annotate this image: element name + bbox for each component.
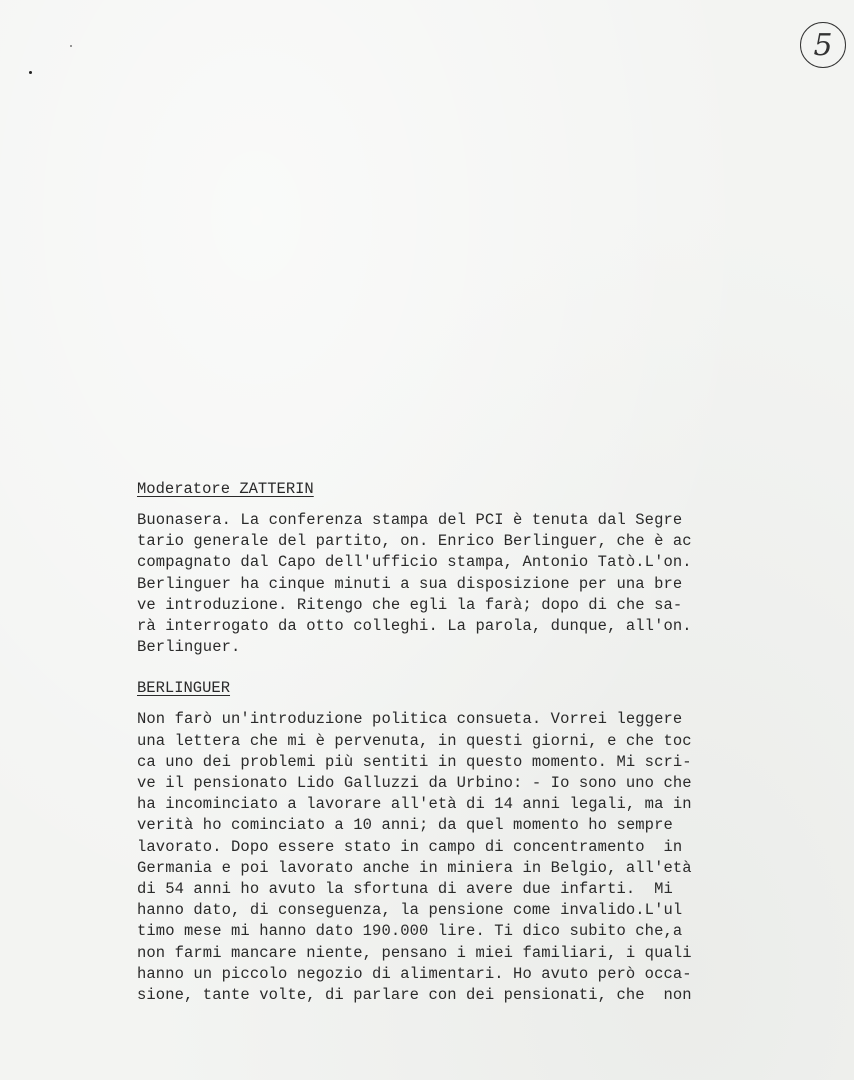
- text-line: timo mese mi hanno dato 190.000 lire. Ti dico subito che,a: [137, 922, 683, 941]
- text-line: ve introduzione. Ritengo che egli la farà; dopo di che sa-: [137, 595, 683, 614]
- text-line: sione, tante volte, di parlare con dei pensionati, che non: [137, 986, 692, 1005]
- ink-speck: [29, 71, 32, 74]
- speaker-heading: Moderatore ZATTERIN: [137, 480, 314, 498]
- text-line: Berlinguer.: [137, 638, 241, 657]
- speaker-section: [137, 677, 837, 1006]
- text-line: ca uno dei problemi più sentiti in questo momento. Mi scri-: [137, 752, 692, 771]
- text-line: tario generale del partito, on. Enrico Berlinguer, che è ac: [137, 532, 692, 551]
- transcript-body: [137, 478, 837, 1006]
- text-line: ve il pensionato Lido Galluzzi da Urbino: - Io sono uno che: [137, 774, 692, 793]
- text-line: ha incominciato a lavorare all'età di 14 anni legali, ma in: [137, 795, 692, 814]
- speech-paragraph: [137, 510, 837, 658]
- ink-speck: [70, 45, 72, 47]
- text-line: Germania e poi lavorato anche in miniera in Belgio, all'età: [137, 858, 692, 877]
- speech-paragraph: [137, 709, 837, 1006]
- page-number: 5: [800, 22, 846, 68]
- text-line: di 54 anni ho avuto la sfortuna di avere due infarti. Mi: [137, 880, 673, 899]
- speaker-section: [137, 478, 837, 658]
- text-line: compagnato dal Capo dell'ufficio stampa, Antonio Tatò.L'on.: [137, 553, 692, 572]
- text-line: Buonasera. La conferenza stampa del PCI è tenuta dal Segre: [137, 511, 683, 529]
- speaker-heading: BERLINGUER: [137, 679, 231, 698]
- text-line: Non farò un'introduzione politica consueta. Vorrei leggere: [137, 710, 683, 729]
- text-line: hanno dato, di conseguenza, la pensione come invalido.L'ul: [137, 901, 683, 920]
- text-line: rà interrogato da otto colleghi. La parola, dunque, all'on.: [137, 617, 692, 636]
- text-line: lavorato. Dopo essere stato in campo di concentramento in: [137, 837, 683, 856]
- text-line: Berlinguer ha cinque minuti a sua disposizione per una bre: [137, 574, 683, 593]
- text-line: hanno un piccolo negozio di alimentari. Ho avuto però occa-: [137, 964, 692, 983]
- text-line: non farmi mancare niente, pensano i miei familiari, i quali: [137, 943, 692, 962]
- text-line: una lettera che mi è pervenuta, in questi giorni, e che toc: [137, 731, 692, 750]
- text-line: verità ho cominciato a 10 anni; da quel momento ho sempre: [137, 816, 673, 835]
